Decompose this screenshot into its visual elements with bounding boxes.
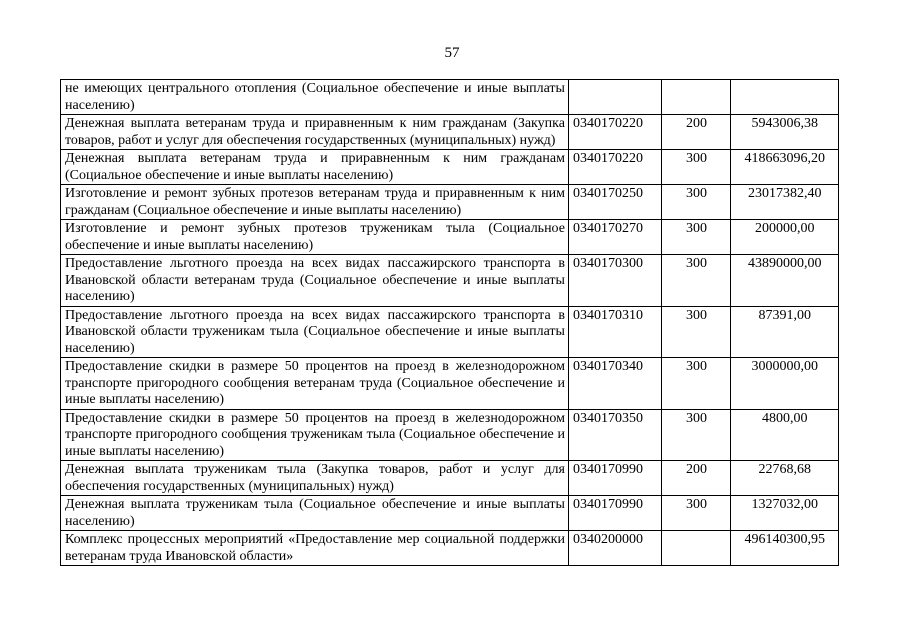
cell-code: 0340170350 [568, 409, 661, 461]
cell-name: Предоставление льготного проезда на всех видах пассажирского транспорта в Ивановской области ветеранам труда (Социальное обеспечение и иные выплаты населению) [61, 255, 569, 307]
cell-name: Предоставление скидки в размере 50 процентов на проезд в железнодорожном транспорте пригородного сообщения труженикам тыла (Социальное обеспечение и иные выплаты населению) [61, 409, 569, 461]
table-row [61, 496, 839, 531]
cell-code: 0340170300 [568, 255, 661, 307]
table-row [61, 80, 839, 115]
cell-code: 0340170340 [568, 358, 661, 410]
table-row [61, 461, 839, 496]
cell-expense-type: 300 [662, 496, 730, 531]
cell-name: не имеющих центрального отопления (Социальное обеспечение и иные выплаты населению) [61, 80, 569, 115]
cell-sum: 3000000,00 [730, 358, 838, 410]
cell-expense-type: 200 [662, 461, 730, 496]
cell-sum: 87391,00 [730, 306, 838, 358]
cell-sum: 4800,00 [730, 409, 838, 461]
cell-expense-type: 300 [662, 306, 730, 358]
cell-sum: 200000,00 [730, 220, 838, 255]
cell-code: 0340200000 [568, 531, 661, 566]
table-row [61, 306, 839, 358]
cell-sum: 22768,68 [730, 461, 838, 496]
table-row [61, 409, 839, 461]
cell-name: Предоставление льготного проезда на всех видах пассажирского транспорта в Ивановской области труженикам тыла (Социальное обеспечение и иные выплаты населению) [61, 306, 569, 358]
cell-code: 0340170990 [568, 461, 661, 496]
cell-code [568, 80, 661, 115]
cell-name: Комплекс процессных мероприятий «Предоставление мер социальной поддержки ветеранам труда Ивановской области» [61, 531, 569, 566]
table-row [61, 150, 839, 185]
cell-name: Денежная выплата труженикам тыла (Социальное обеспечение и иные выплаты населению) [61, 496, 569, 531]
cell-expense-type [662, 80, 730, 115]
cell-code: 0340170270 [568, 220, 661, 255]
table-row [61, 115, 839, 150]
cell-name: Денежная выплата ветеранам труда и приравненным к ним гражданам (Социальное обеспечение и иные выплаты населению) [61, 150, 569, 185]
table-row [61, 358, 839, 410]
table-row [61, 255, 839, 307]
cell-expense-type: 300 [662, 150, 730, 185]
cell-sum: 43890000,00 [730, 255, 838, 307]
cell-name: Денежная выплата ветеранам труда и приравненным к ним гражданам (Закупка товаров, работ и услуг для обеспечения государственных (муниципальных) нужд) [61, 115, 569, 150]
cell-sum: 496140300,95 [730, 531, 838, 566]
cell-expense-type: 300 [662, 220, 730, 255]
cell-name: Предоставление скидки в размере 50 процентов на проезд в железнодорожном транспорте пригородного сообщения ветеранам труда (Социальное обеспечение и иные выплаты населению) [61, 358, 569, 410]
cell-code: 0340170250 [568, 185, 661, 220]
cell-sum [730, 80, 838, 115]
cell-expense-type: 200 [662, 115, 730, 150]
cell-expense-type [662, 531, 730, 566]
cell-code: 0340170310 [568, 306, 661, 358]
cell-sum: 23017382,40 [730, 185, 838, 220]
cell-name: Денежная выплата труженикам тыла (Закупка товаров, работ и услуг для обеспечения государственных (муниципальных) нужд) [61, 461, 569, 496]
budget-table [60, 79, 839, 566]
cell-name: Изготовление и ремонт зубных протезов ветеранам труда и приравненным к ним гражданам (Социальное обеспечение и иные выплаты населению) [61, 185, 569, 220]
table-row [61, 220, 839, 255]
cell-expense-type: 300 [662, 358, 730, 410]
cell-sum: 1327032,00 [730, 496, 838, 531]
cell-expense-type: 300 [662, 185, 730, 220]
cell-code: 0340170220 [568, 150, 661, 185]
page-number: 57 [444, 45, 460, 61]
cell-sum: 5943006,38 [730, 115, 838, 150]
cell-code: 0340170990 [568, 496, 661, 531]
table-row [61, 185, 839, 220]
cell-expense-type: 300 [662, 409, 730, 461]
cell-sum: 418663096,20 [730, 150, 838, 185]
table-row [61, 531, 839, 566]
cell-expense-type: 300 [662, 255, 730, 307]
cell-name: Изготовление и ремонт зубных протезов труженикам тыла (Социальное обеспечение и иные выплаты населению) [61, 220, 569, 255]
cell-code: 0340170220 [568, 115, 661, 150]
table-body [61, 80, 839, 566]
